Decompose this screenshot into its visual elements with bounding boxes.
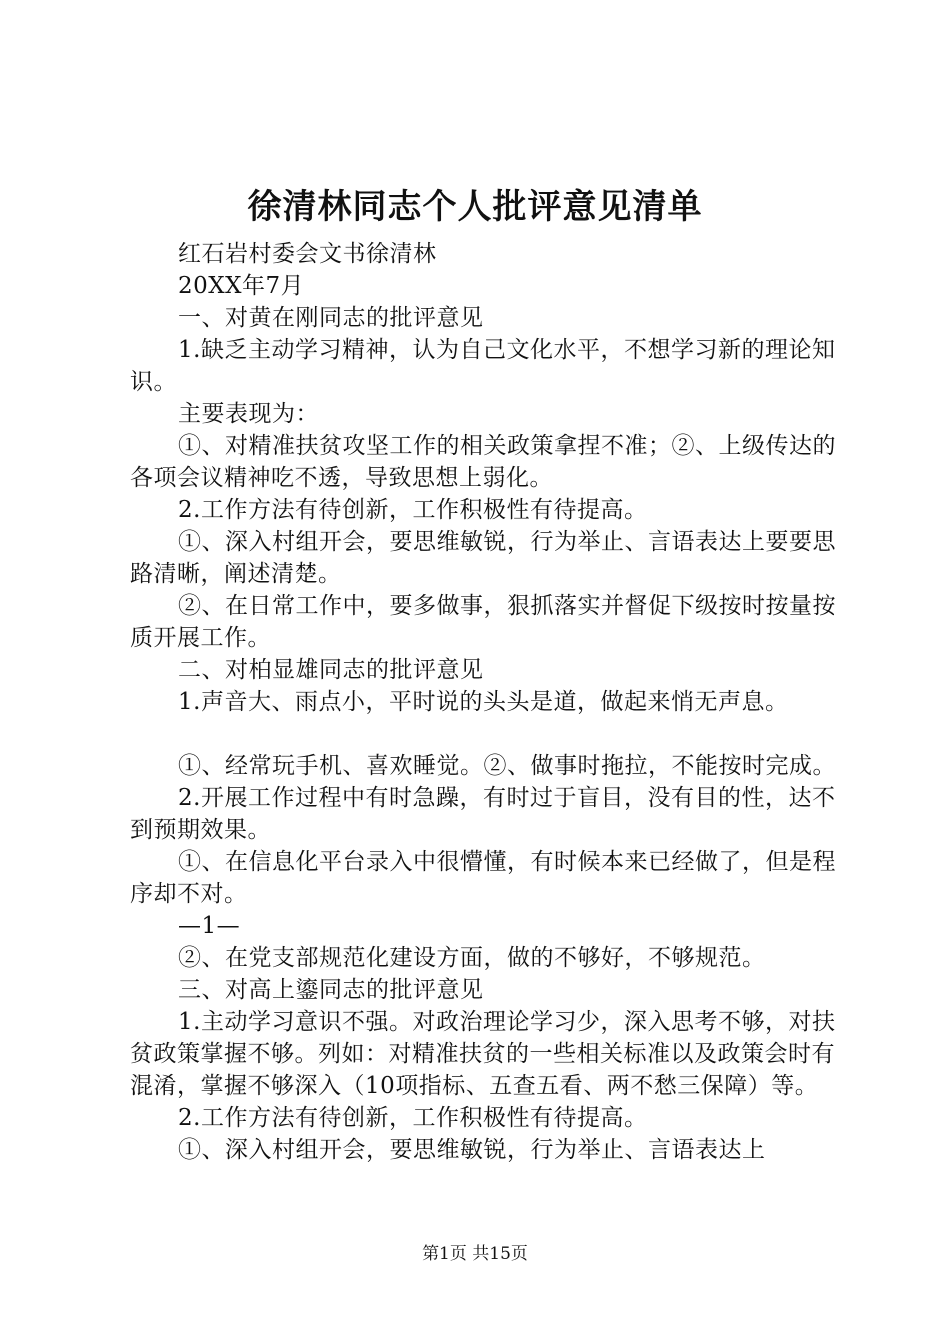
paragraph: ②、在日常工作中，要多做事，狠抓落实并督促下级按时按量按质开展工作。 <box>130 593 836 651</box>
document-title: 徐清林同志个人批评意见清单 <box>247 187 703 227</box>
paragraph: 一、对黄在刚同志的批评意见 <box>178 305 484 331</box>
paragraph: 2.开展工作过程中有时急躁，有时过于盲目，没有目的性，达不到预期效果。 <box>130 785 836 843</box>
paragraph: 主要表现为： <box>178 401 319 427</box>
blank-line <box>130 718 850 750</box>
paragraph: ①、深入村组开会，要思维敏锐，行为举止、言语表达上 <box>178 1137 766 1163</box>
paragraph: 1.主动学习意识不强。对政治理论学习少，深入思考不够，对扶贫政策掌握不够。列如：对精准扶贫的一些相关标准以及政策会时有混淆，掌握不够深入（10项指标、五查五看、两不愁三保障）等。 <box>130 1009 836 1099</box>
paragraph: 三、对高上鎏同志的批评意见 <box>178 977 484 1003</box>
paragraph: 2.工作方法有待创新，工作积极性有待提高。 <box>178 1105 648 1131</box>
paragraph: ①、深入村组开会，要思维敏锐，行为举止、言语表达上要要思路清晰，阐述清楚。 <box>130 529 836 587</box>
paragraph: ①、对精准扶贫攻坚工作的相关政策拿捏不准；②、上级传达的各项会议精神吃不透，导致思想上弱化。 <box>130 433 836 491</box>
paragraph: 1.缺乏主动学习精神，认为自己文化水平，不想学习新的理论知识。 <box>130 337 836 395</box>
paragraph: 1.声音大、雨点小，平时说的头头是道，做起来悄无声息。 <box>178 689 789 715</box>
paragraph: ①、在信息化平台录入中很懵懂，有时候本来已经做了，但是程序却不对。 <box>130 849 836 907</box>
paragraph: 2.工作方法有待创新，工作积极性有待提高。 <box>178 497 648 523</box>
paragraph: ②、在党支部规范化建设方面，做的不够好，不够规范。 <box>178 945 766 971</box>
paragraph: 二、对柏显雄同志的批评意见 <box>178 657 484 683</box>
paragraph: ①、经常玩手机、喜欢睡觉。②、做事时拖拉，不能按时完成。 <box>178 753 836 779</box>
paragraph: 20XX年7月 <box>178 273 305 299</box>
paragraph: 红石岩村委会文书徐清林 <box>178 241 437 267</box>
page-footer: 第1页 共15页 <box>422 1244 528 1264</box>
document-body <box>130 238 850 1166</box>
inline-page-marker: —1— <box>178 913 241 939</box>
